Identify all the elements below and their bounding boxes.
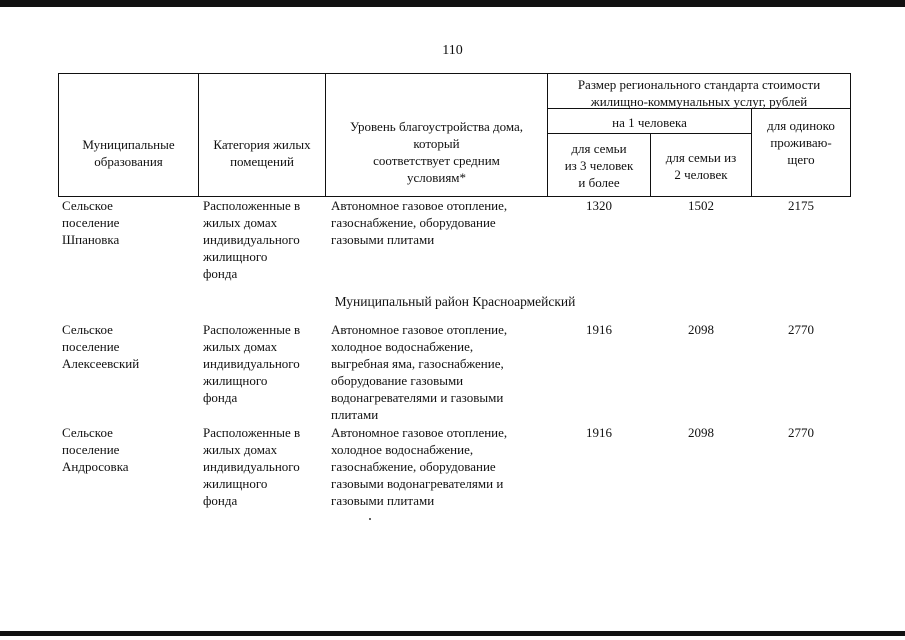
row-category [203, 424, 300, 509]
cell-text: Сельское [62, 198, 113, 213]
cell-text: газоснабжение, оборудование [331, 459, 496, 474]
cell-text: выгребная яма, газоснабжение, [331, 356, 504, 371]
header-family2 [651, 149, 751, 183]
cell-text: Автономное газовое отопление, [331, 322, 508, 337]
cell-text: Расположенные в [203, 322, 301, 337]
top-border [0, 0, 905, 7]
header-text: образования [94, 154, 163, 169]
cell-text: Алексеевский [62, 356, 140, 371]
header-text: для одиноко [767, 118, 835, 133]
header-text: Размер регионального стандарта стоимости [577, 77, 821, 92]
cell-text: фонда [203, 266, 238, 281]
cell-text: жилищного [203, 373, 268, 388]
page-number: 110 [442, 43, 463, 58]
cell-text: плитами [331, 407, 379, 422]
grid-line [850, 73, 851, 197]
grid-line [58, 73, 851, 74]
row-municipal [62, 424, 129, 475]
row-level [331, 321, 507, 423]
grid-line [58, 73, 59, 197]
cell-text: фонда [203, 493, 238, 508]
row-family2-value: 2098 [688, 322, 714, 337]
row-single-value: 2770 [788, 322, 814, 337]
header-text: Муниципальные [82, 137, 175, 152]
header-text: помещений [230, 154, 294, 169]
header-text: Категория жилых [213, 137, 311, 152]
header-category [199, 136, 325, 170]
cell-text: Автономное газовое отопление, [331, 198, 508, 213]
header-text: щего [787, 152, 815, 167]
header-family3 [548, 140, 650, 191]
cell-text: Андросовка [62, 459, 129, 474]
cell-text: фонда [203, 390, 238, 405]
cell-text: газовыми плитами [331, 232, 435, 247]
cell-text: газовыми водонагревателями и [331, 476, 504, 491]
header-size [548, 76, 850, 110]
row-family2-value: 1502 [688, 198, 714, 213]
header-text: и более [578, 175, 620, 190]
header-text: проживаю- [770, 135, 832, 150]
row-family3-value: 1320 [586, 198, 612, 213]
row-single-value: 2770 [788, 425, 814, 440]
cell-text: поселение [62, 339, 120, 354]
header-text: 2 человек [674, 167, 728, 182]
cell-text: индивидуального [203, 232, 300, 247]
cell-text: Автономное газовое отопление, [331, 425, 508, 440]
cell-text: холодное водоснабжение, [331, 442, 474, 457]
cell-text: оборудование газовыми [331, 373, 464, 388]
cell-text: индивидуального [203, 459, 300, 474]
row-level [331, 197, 507, 248]
cell-text: Расположенные в [203, 425, 301, 440]
row-single-value: 2175 [788, 198, 814, 213]
row-family3-value: 1916 [586, 322, 612, 337]
header-text: для семьи [571, 141, 627, 156]
cell-text: водонагревателями и газовыми [331, 390, 504, 405]
header-text: который [413, 136, 460, 151]
cell-text: холодное водоснабжение, [331, 339, 474, 354]
cell-text: жилых домах [203, 442, 278, 457]
cell-text: жилищного [203, 249, 268, 264]
header-level [326, 118, 547, 186]
cell-text: Расположенные в [203, 198, 301, 213]
header-text: жилищно-коммунальных услуг, рублей [590, 94, 808, 109]
scan-speck [369, 518, 371, 520]
row-level [331, 424, 507, 509]
header-text: на 1 человека [612, 115, 687, 130]
cell-text: Шпановка [62, 232, 120, 247]
cell-text: индивидуального [203, 356, 300, 371]
header-text: для семьи из [665, 150, 737, 165]
row-family3-value: 1916 [586, 425, 612, 440]
cell-text: поселение [62, 442, 120, 457]
cell-text: газоснабжение, оборудование [331, 215, 496, 230]
header-per-person [548, 114, 751, 131]
row-family2-value: 2098 [688, 425, 714, 440]
grid-line [198, 73, 199, 197]
cell-text: жилых домах [203, 339, 278, 354]
header-text: Уровень благоустройства дома, [349, 119, 524, 134]
row-municipal [62, 197, 119, 248]
cell-text: жилых домах [203, 215, 278, 230]
row-category [203, 321, 300, 406]
header-single [752, 117, 850, 168]
cell-text: поселение [62, 215, 120, 230]
bottom-border [0, 631, 905, 636]
header-text: из 3 человек [564, 158, 634, 173]
row-category [203, 197, 300, 282]
cell-text: жилищного [203, 476, 268, 491]
cell-text: Сельское [62, 322, 113, 337]
cell-text: Сельское [62, 425, 113, 440]
row-municipal [62, 321, 139, 372]
header-text: соответствует средним [373, 153, 500, 168]
header-text: условиям* [406, 170, 467, 185]
header-municipal [59, 136, 198, 170]
cell-text: газовыми плитами [331, 493, 435, 508]
district-heading: Муниципальный район Красноармейский [334, 294, 576, 309]
